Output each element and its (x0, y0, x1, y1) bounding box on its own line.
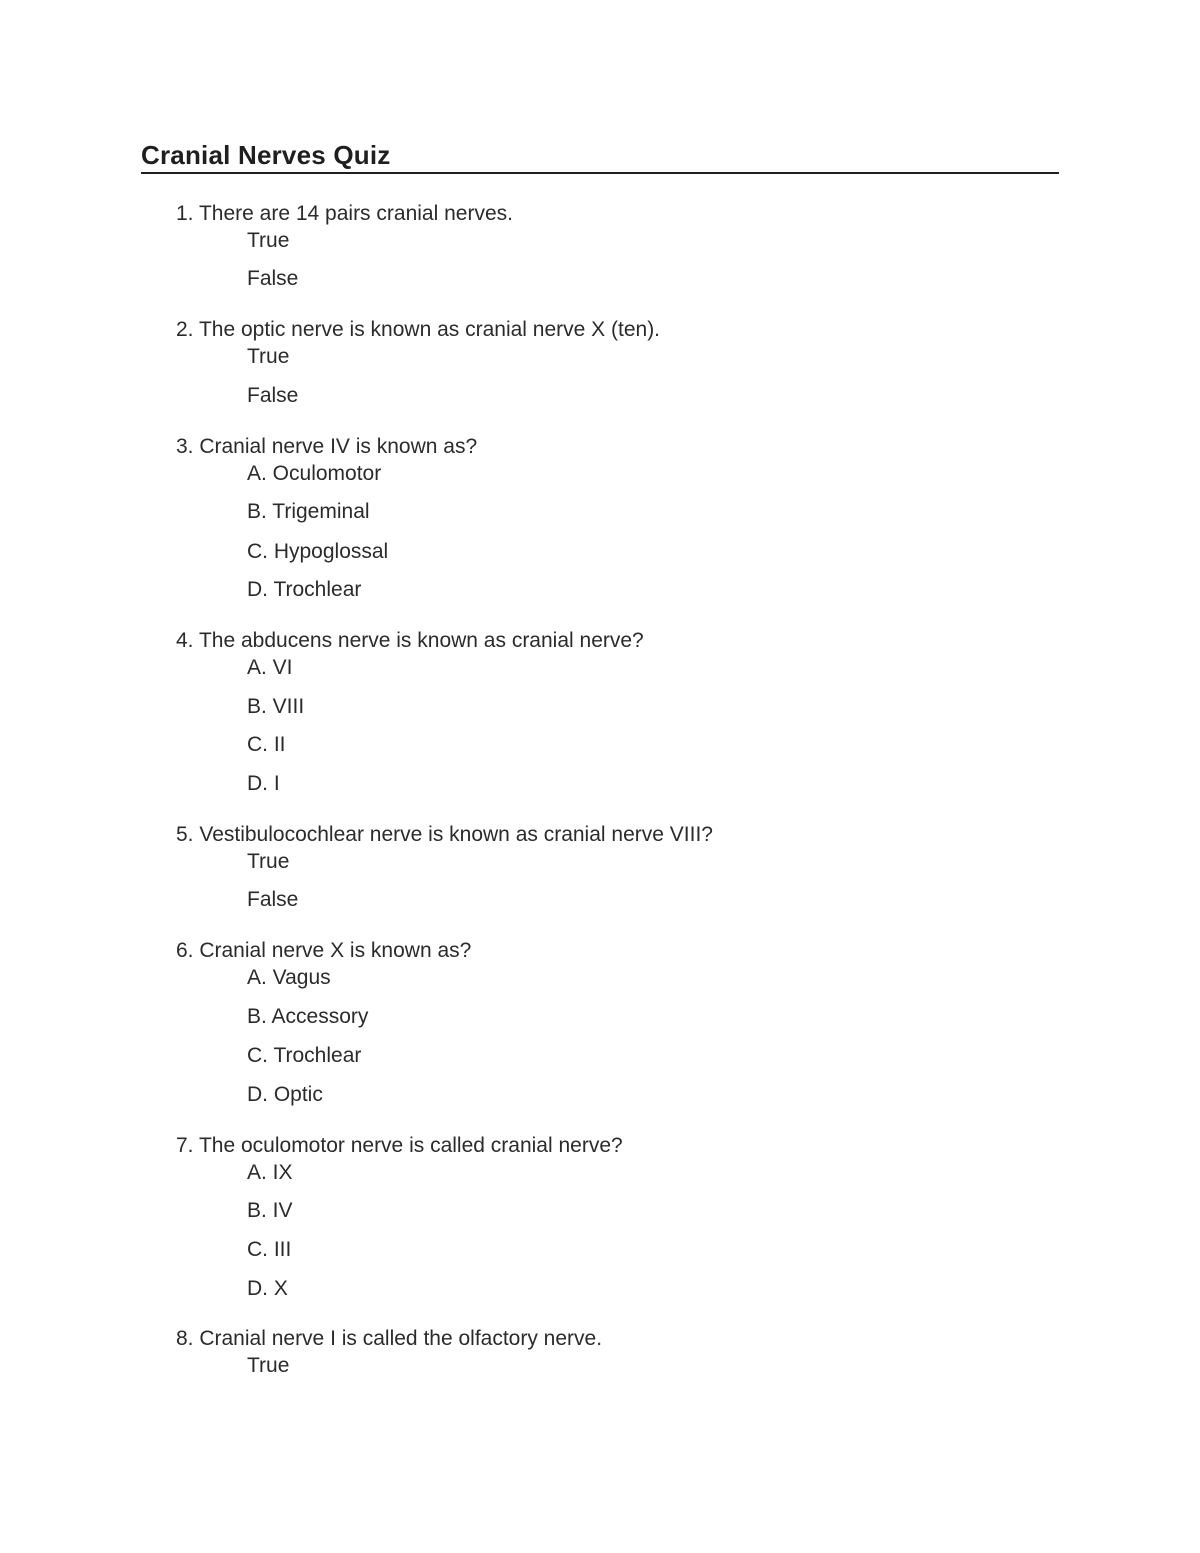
title-underline (141, 172, 1059, 174)
question-5-option-true: True (247, 850, 290, 873)
question-4-option-d: D. I (247, 772, 280, 795)
question-4-option-b: B. VIII (247, 695, 305, 718)
question-7-option-b: B. IV (247, 1199, 293, 1222)
question-6-option-b: B. Accessory (247, 1005, 369, 1028)
question-6-option-d: D. Optic (247, 1083, 323, 1106)
question-6: 6. Cranial nerve X is known as? (176, 939, 472, 962)
question-7-option-c: C. III (247, 1238, 292, 1261)
question-7-option-d: D. X (247, 1277, 288, 1300)
question-1-option-false: False (247, 267, 299, 290)
question-3-option-b: B. Trigeminal (247, 500, 370, 523)
question-8-option-true: True (247, 1354, 290, 1377)
question-2-option-true: True (247, 345, 290, 368)
question-8: 8. Cranial nerve I is called the olfactory nerve. (176, 1327, 603, 1350)
question-4-option-a: A. VI (247, 656, 293, 679)
question-4-option-c: C. II (247, 733, 286, 756)
question-3-option-c: C. Hypoglossal (247, 540, 389, 563)
question-3: 3. Cranial nerve IV is known as? (176, 435, 478, 458)
question-2-option-false: False (247, 384, 299, 407)
question-5: 5. Vestibulocochlear nerve is known as cranial nerve VIII? (176, 823, 713, 846)
page-title: Cranial Nerves Quiz (141, 140, 391, 170)
question-5-option-false: False (247, 888, 299, 911)
question-7: 7. The oculomotor nerve is called cranial nerve? (176, 1134, 623, 1157)
question-6-option-a: A. Vagus (247, 966, 331, 989)
question-7-option-a: A. IX (247, 1161, 293, 1184)
question-3-option-a: A. Oculomotor (247, 462, 382, 485)
question-1: 1. There are 14 pairs cranial nerves. (176, 202, 513, 225)
question-1-option-true: True (247, 229, 290, 252)
question-6-option-c: C. Trochlear (247, 1044, 362, 1067)
question-2: 2. The optic nerve is known as cranial nerve X (ten). (176, 318, 661, 341)
question-3-option-d: D. Trochlear (247, 578, 362, 601)
question-4: 4. The abducens nerve is known as cranial nerve? (176, 629, 644, 652)
